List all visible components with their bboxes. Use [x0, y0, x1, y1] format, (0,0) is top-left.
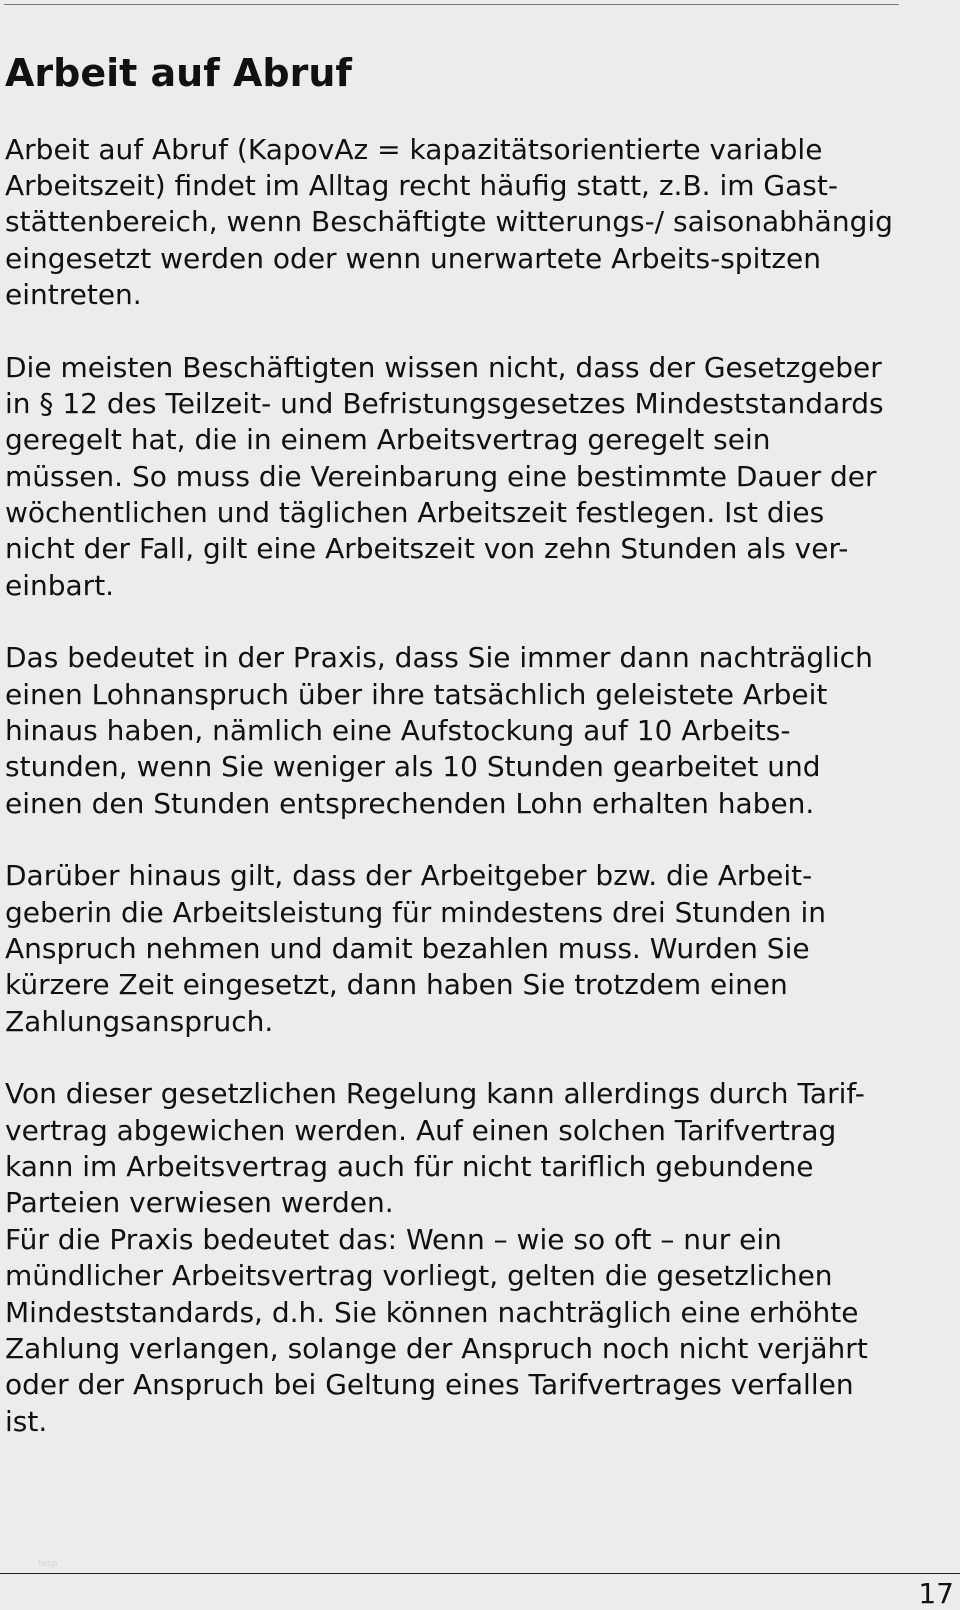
watermark: tesp: [38, 1559, 58, 1569]
text-line: Von dieser gesetzlichen Regelung kann allerdings durch Tarif-: [5, 1077, 865, 1111]
paragraph: [5, 858, 955, 1040]
paragraph-gap: [5, 1040, 955, 1076]
text-line: Anspruch nehmen und damit bezahlen muss. Wurden Sie: [5, 932, 810, 966]
text-line: hinaus haben, nämlich eine Aufstockung auf 10 Arbeits-: [5, 714, 791, 747]
text-line: Das bedeutet in der Praxis, dass Sie immer dann nachträglich: [5, 641, 873, 675]
text-line: einen den Stunden entsprechenden Lohn erhalten haben.: [5, 786, 815, 820]
text-line: müssen. So muss die Vereinbarung eine bestimmte Dauer der: [5, 459, 877, 493]
text-line: nicht der Fall, gilt eine Arbeitszeit von zehn Stunden als ver-: [5, 532, 849, 566]
text-line: einen Lohnanspruch über ihre tatsächlich geleistete Arbeit: [5, 677, 828, 711]
text-line: Darüber hinaus gilt, dass der Arbeitgeber bzw. die Arbeit-: [5, 859, 813, 893]
paragraph: [5, 1222, 955, 1440]
text-line: geberin die Arbeitsleistung für mindestens drei Stunden in: [5, 895, 826, 929]
text-line: Parteien verwiesen werden.: [5, 1186, 394, 1220]
text-line: stunden, wenn Sie weniger als 10 Stunden gearbeitet und: [5, 750, 821, 784]
body-text: [5, 132, 955, 1440]
page-heading: Arbeit auf Abruf: [5, 51, 352, 95]
text-line: einbart.: [5, 568, 115, 602]
text-line: geregelt hat, die in einem Arbeitsvertrag geregelt sein: [5, 423, 771, 457]
text-line: kürzere Zeit eingesetzt, dann haben Sie trotzdem einen: [5, 968, 788, 1002]
page-number: 17: [918, 1577, 954, 1610]
paragraph: [5, 640, 955, 822]
text-line: wöchentlichen und täglichen Arbeitszeit festlegen. Ist dies: [5, 495, 825, 529]
paragraph-gap: [5, 822, 955, 858]
text-line: mündlicher Arbeitsvertrag vorliegt, gelten die gesetzlichen: [5, 1259, 833, 1293]
text-line: vertrag abgewichen werden. Auf einen solchen Tarifvertrag: [5, 1113, 837, 1147]
text-line: kann im Arbeitsvertrag auch für nicht tariflich gebundene: [5, 1150, 814, 1184]
text-line: Arbeit auf Abruf (KapovAz = kapazitätsorientierte variable: [5, 132, 823, 166]
text-line: Zahlung verlangen, solange der Anspruch noch nicht verjährt: [5, 1331, 868, 1365]
paragraph-gap: [5, 313, 955, 349]
text-line: Zahlungsanspruch.: [5, 1004, 274, 1038]
paragraph: [5, 350, 955, 604]
text-line: ist.: [5, 1404, 48, 1438]
text-line: Die meisten Beschäftigten wissen nicht, dass der Gesetzgeber: [5, 350, 882, 384]
top-rule: [4, 4, 899, 5]
footer-rule: [0, 1573, 960, 1574]
text-line: eintreten.: [5, 277, 142, 311]
paragraph-gap: [5, 604, 955, 640]
paragraph: [5, 1076, 955, 1221]
text-line: Arbeitszeit) findet im Alltag recht häufig statt, z.B. im Gast-: [5, 168, 838, 202]
text-line: Mindeststandards, d.h. Sie können nachträglich eine erhöhte: [5, 1295, 859, 1329]
paragraph: [5, 132, 955, 314]
text-line: eingesetzt werden oder wenn unerwartete Arbeits-spitzen: [5, 241, 821, 275]
text-line: oder der Anspruch bei Geltung eines Tarifvertrages verfallen: [5, 1368, 854, 1402]
text-line: stättenbereich, wenn Beschäftigte witterungs-/ saisonabhängig: [5, 205, 893, 239]
text-line: in § 12 des Teilzeit- und Befristungsgesetzes Mindeststandards: [5, 386, 884, 420]
text-line: Für die Praxis bedeutet das: Wenn – wie so oft – nur ein: [5, 1222, 782, 1256]
